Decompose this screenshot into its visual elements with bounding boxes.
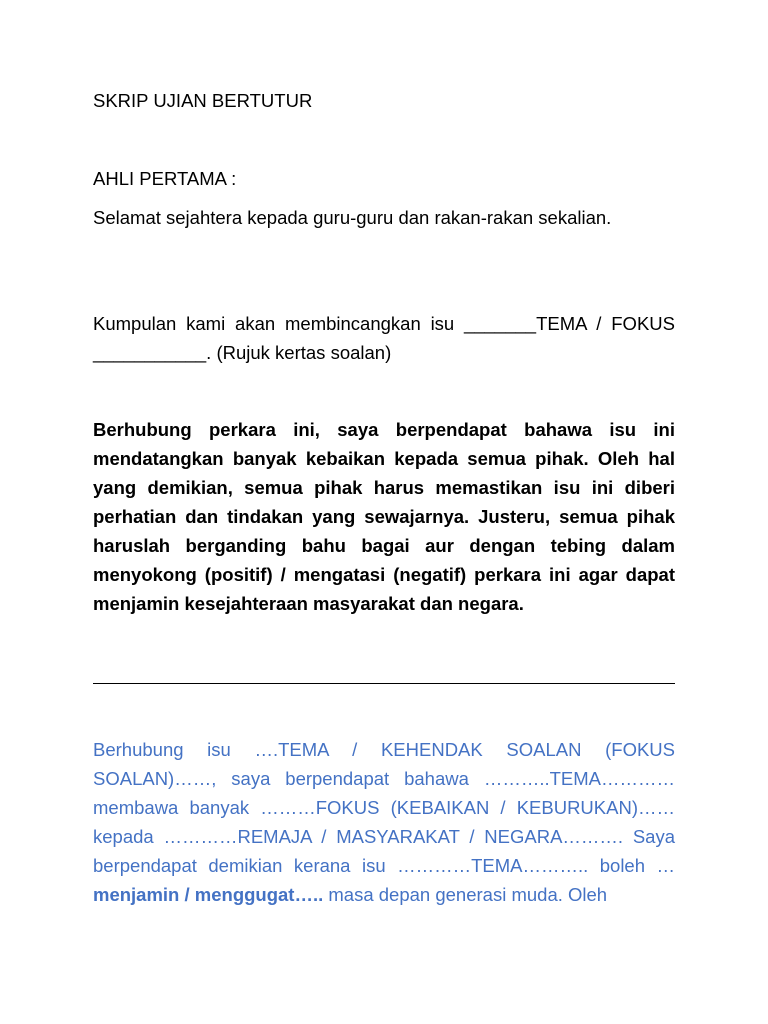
document-title: SKRIP UJIAN BERTUTUR xyxy=(93,90,313,111)
speaker-label: AHLI PERTAMA : xyxy=(93,168,237,189)
topic-intro-paragraph: Kumpulan kami akan membincangkan isu _______TEMA / FOKUS ___________. (Rujuk kertas soalan) xyxy=(93,313,675,363)
template-text-bold: menjamin / menggugat….. xyxy=(93,884,324,905)
template-text-part2: masa depan generasi muda. Oleh xyxy=(323,884,608,905)
template-text-part1: Berhubung isu ….TEMA / KEHENDAK SOALAN (FOKUS SOALAN)……, saya berpendapat bahawa ………..TEMA………… membawa banyak ………FOKUS (KEBAIKAN / KEBURUKAN)…… kepada …………REMAJA / MASYARAKAT / NEGARA………. Saya berpendapat demikian kerana isu …………TEMA……….. boleh … xyxy=(93,739,675,876)
horizontal-divider xyxy=(93,683,675,684)
greeting-paragraph: Selamat sejahtera kepada guru-guru dan rakan-rakan sekalian. xyxy=(93,207,612,228)
template-paragraph xyxy=(93,735,675,909)
document-page xyxy=(93,0,675,1024)
argument-paragraph: Berhubung perkara ini, saya berpendapat bahawa isu ini mendatangkan banyak kebaikan kepada semua pihak. Oleh hal yang demikian, semua pihak harus memastikan isu ini diberi perhatian dan tindakan yang sewajarnya. Justeru, semua pihak haruslah berganding bahu bagai aur dengan tebing dalam menyokong (positif) / mengatasi (negatif) perkara ini agar dapat menjamin kesejahteraan masyarakat dan negara. xyxy=(93,419,675,614)
